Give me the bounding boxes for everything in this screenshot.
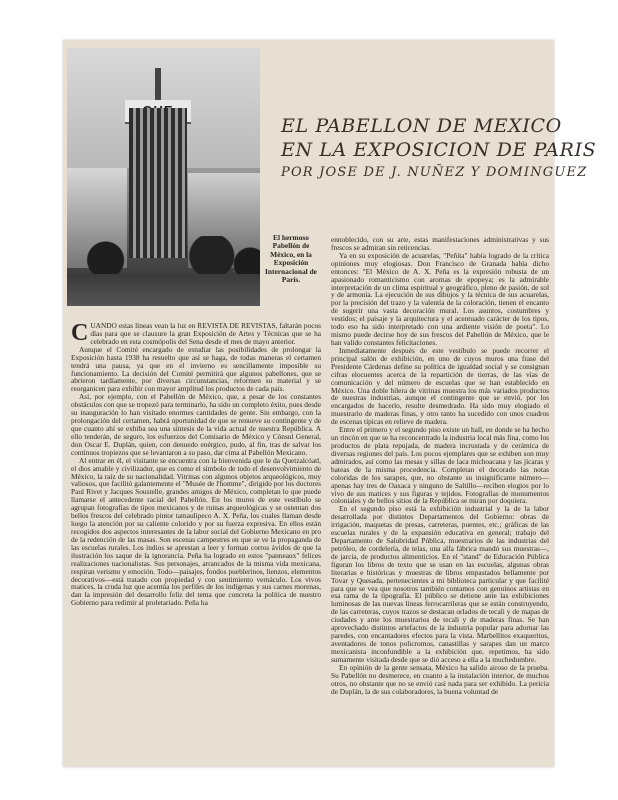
paragraph: Al entrar en él, el visitante se encuentra con la bienvenida que le da Quetzalcóatl, el dios amable y civilizador, que es como el símbolo de todo el desenvolvimiento de México, la raíz de su nacionalidad. Vitrinas con algunos objetos arqueológicos, muy valiosos, que facilitó galantemente el "Musée de l'homme", dirigido por los doctores Paul Rivet y Jacques Soustelle, grandes amigos de México, completan lo que puede llamarse el antecedente racial del Pabellón. En los muros de este vestíbulo se agrupan fotografías de tipos mexicanos y de ruinas arqueológicas y se ostentan dos bellos frescos del celebrado pintor tamaulipeco A. X. Peña, los cuales llaman desde luego la atención por su caliente colorido y por su fuerza expresiva. En ellos están recogidos dos aspectos interesantes de la labor social del Gobierno Mexicano en pro de la redención de las masas. Son escenas campestres en que se ve la propaganda de las escuelas rurales. Los indios se aprestan a leer y forman corros ávidos de que la ilustración los saque de la ignorancia. Peña ha logrado en estos "panneaux" felices realizaciones nacionalistas. Sus personajes, arrancados de la misma vida mexicana, respiran verismo y emoción. Todo—paisajes, fondos pueblerinos, lienzos, elementos decorativos—está tratado con propiedad y con sentimiento vernáculo. Los vivos matices, la cruda luz que acentúa los perfiles de los indígenas y sus carnes morenas, dan la impresión del desarrollo feliz del tema que concreta la política de nuestro Gobierno para redimir al proletariado. Peña ha (71, 455, 321, 608)
paragraph: Inmediatamente después de este vestíbulo se puede recorrer el principal salón de exhibición, en uno de cuyos muros una frase del Presidente Cárdenas define su política de igualdad social y se consignan cifras elocuentes acerca de la repartición de tierras, de las vías de comunicación y del número de escuelas que se han establecido en México. Una doble hilera de vitrinas muestra los más variados productos de nuestras industrias, aunque el contingente que se envió, por los encargados de hacerlo, resulte desmedrado. Ha sido muy elogiado el muestrario de maderas finas, y otro tanto ha sucedido con unos cuadros de escenas típicas en relieve de madera. (331, 345, 549, 427)
paragraph: Así, por ejemplo, con el Pabellón de México, que, a pesar de los constantes obstáculos con que se tropezó para terminarlo, ha sido un completo éxito, pues desde su inauguración lo han visitado enormes cantidades de gente. Sin embargo, con la prolongación del certamen, habrá oportunidad de que se renueve su contingente y de que cuanto ahí se exhiba sea una síntesis de la vida actual de nuestra República. A ello tenderán, de seguro, los esfuerzos del Comisario de México y Cónsul General, don Oscar E. Duplán, quien, con denuedo enérgico, pudo, al fin, tras de salvar los continuos tropiezos que se levantaron a su paso, dar cima al Pabellón Mexicano. (71, 392, 321, 457)
paragraph-text: UANDO estas líneas vean la luz en REVISTA DE REVISTAS, faltarán pocos días para que se clausure la gran Exposición de Artes y Técnicas que se ha celebrado en esta cosmópolis del Sena desde el mes de mayo anterior. (90, 321, 321, 346)
photo-caption: El hermoso Pabellón de México, en la Exposición Internacional de París. (265, 233, 317, 285)
drop-cap: C (71, 320, 89, 346)
paragraph: Ya en su exposición de acuarelas, "Peñita" había logrado de la crítica opiniones muy elogiosas. Don Francisco de Granada había dicho entonces: "El México de A. X. Peña es la expresión robusta de un apasionado romanticismo con aromas de epopeya; es la admirable interpretación de un clima espiritual y geográfico, pleno de pasión, de sol y de armonía. La ejecución de sus dibujos y la técnica de sus acuarelas, por la precisión del trazo y la valentía de la coloración, tienen el encanto de sugerir una vasta decoración mural. Los asuntos, costumbres y vestidos; el paisaje y la arquitectura y el acentuado carácter de los tipos, todo eso ha sido interpretado con una ardiente visión de poeta". Lo mismo puede decirse hoy de sus frescos del Pabellón de México, que le han valido constantes felicitaciones. (331, 250, 549, 347)
pavilion-photo (67, 48, 260, 306)
photo-ground (67, 274, 260, 306)
article-title (281, 114, 597, 182)
right-column (331, 236, 549, 695)
magazine-page (63, 40, 597, 767)
paragraph: En opinión de la gente sensata, México ha salido airoso de la prueba. Su Pabellón no desmerece, en cuanto a la instalación interior, de muchos otros, no obstante que no se envió casi nada para ser exhibido. La pericia de Duplán, la de sus colaboradores, la buena voluntad de (331, 662, 549, 696)
paragraph: En el segundo piso está la exhibición industrial y la de la labor desarrollada por distintos Departamentos del Gobierno: obras de irrigación, maquetas de presas, carreteras, puentes, etc.; gráficas de las escuelas rurales y de la expansión educativa en general; trabajo del Departamento de Salubridad Pública, muestrarios de las industrias del petróleo, de cordelería, de telas, una alfa fábrica mandó sus muestras—, de jarcia, de productos alimenticios. En el "stand" de Educación Pública figuran los libros de texto que se usan en las escuelas, algunas obras literarias e históricas y muestras de libros empastados bellamente por Tovar y Quesada, pertenecientes a mi biblioteca particular y que facilité para que se vea que nosotros también contamos con genuinos artistas en esa rama de la tipografía. El público se detiene ante las exhibiciones luminosas de las nuevas líneas ferrocarrileras que se están construyendo, de las carreteras, cuyos trazos se destacan orlados de tecali y de mapas de ciudades y ante los muestrarios de tecali y de maderas finas. Se han aprovechado distintos artefactos de la industria popular para adornar las paredes, con encantadores efectos para la vista. Marbellitos exaqueritos, aventadores de tonos policromos, canastillas y sarapes dan un marco mexicanista inconfundible a la exhibición que, repetimos, ha sido sumamente visitada desde que se dió acceso a ella a la muchedumbre. (331, 504, 549, 664)
byline: POR JOSE DE J. NUÑEZ Y DOMINGUEZ (281, 165, 588, 180)
title-line-1: EL PABELLON DE MEXICO (281, 115, 562, 137)
paragraph (71, 322, 321, 346)
photo-trees (67, 236, 260, 276)
left-column (71, 322, 321, 607)
title-line-2: EN LA EXPOSICION DE PARIS (281, 139, 597, 161)
paragraph: Entre el primero y el segundo piso existe un hall, en donde se ha hecho un rincón en que se ha reconcentrado la industria local más fina, como los productos de plata repujada, de madera incrustada y de cerámica de diversas regiones del país. Los pocos ejemplares que se exhiben son muy admirados, así como las mesas y sillas de laca michoacana y las jícaras y bateas de la misma procedencia. Completan el decorado las notas coloridas de los sarapes, que, no obstante su insignificante número—apenas hay tres de Oaxaca y ninguno de Saltillo—reciben elogios por lo vivo de sus matices y sus figuras y tejidos. Fotografías de monumentos coloniales y de bellos sitios de la República se miran por doquiera. (331, 425, 549, 506)
photo-statue (155, 68, 161, 104)
paragraph: ennoblecido, con su arte, estas manifestaciones administrativas y sus frescos se admiran sin reticencias. (331, 235, 549, 252)
paragraph: Aunque el Comité encargado de estudiar las posibilidades de prolongar la Exposición hasta 1938 ha resuelto que así se haga, de todas maneras el certamen tendrá una pausa, ya que en el invierno es sencillamente imposible su funcionamiento. La decisión del Comité permitirá que algunos pabellones, que se abrieron tardíamente, por diversas circunstancias, reformen su material y se reorganicen para exhibir con mayor amplitud los productos de cada país. (71, 344, 321, 394)
